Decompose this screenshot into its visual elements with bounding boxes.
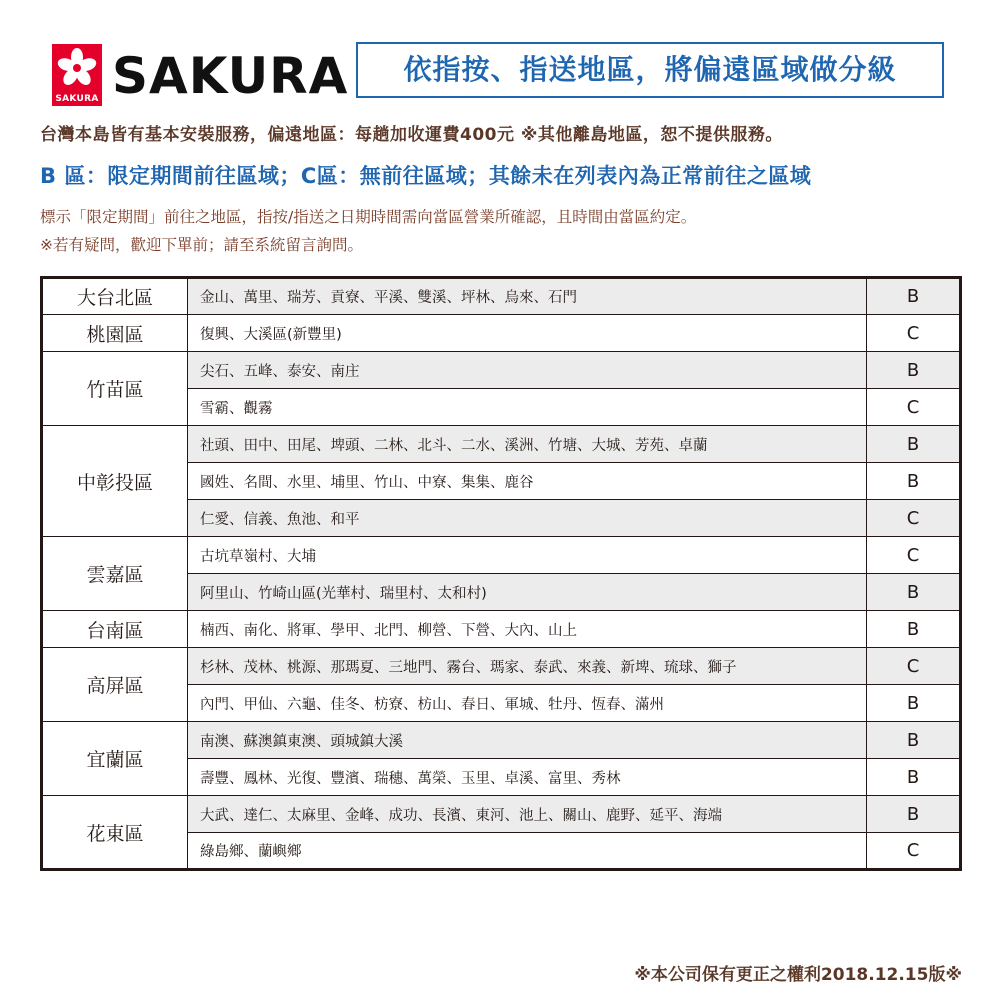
grade-cell: B — [867, 352, 961, 389]
sakura-logo — [52, 44, 102, 106]
grade-cell: C — [867, 389, 961, 426]
grade-cell: B — [867, 722, 961, 759]
grade-cell: C — [867, 500, 961, 537]
areas-cell: 國姓、名間、水里、埔里、竹山、中寮、集集、鹿谷 — [188, 463, 867, 500]
areas-cell: 內門、甲仙、六龜、佳冬、枋寮、枋山、春日、軍城、牡丹、恆春、滿州 — [188, 685, 867, 722]
footer-note: ※本公司保有更正之權利2018.12.15版※ — [634, 965, 962, 985]
cherry-blossom-icon — [57, 48, 97, 88]
grade-cell: C — [867, 833, 961, 870]
areas-cell: 綠島鄉、蘭嶼鄉 — [188, 833, 867, 870]
grade-cell: C — [867, 537, 961, 574]
region-cell: 雲嘉區 — [42, 537, 188, 611]
grade-cell: B — [867, 463, 961, 500]
areas-cell: 古坑草嶺村、大埔 — [188, 537, 867, 574]
areas-cell: 杉林、茂林、桃源、那瑪夏、三地門、霧台、瑪家、泰武、來義、新埤、琉球、獅子 — [188, 648, 867, 685]
grade-cell: B — [867, 759, 961, 796]
table-row — [42, 278, 961, 315]
inquiry-note: ※若有疑問，歡迎下單前；請至系統留言詢問。 — [40, 236, 363, 254]
areas-cell: 仁愛、信義、魚池、和平 — [188, 500, 867, 537]
page-title: 依指按、指送地區，將偏遠區域做分級 — [356, 42, 944, 98]
grade-cell: C — [867, 648, 961, 685]
region-cell: 高屏區 — [42, 648, 188, 722]
table-row — [42, 796, 961, 833]
zone-legend: B 區：限定期間前往區域；C區：無前往區域；其餘未在列表內為正常前往之區域 — [40, 164, 812, 188]
region-cell: 大台北區 — [42, 278, 188, 315]
grade-cell: B — [867, 796, 961, 833]
table-row — [42, 722, 961, 759]
grade-cell: C — [867, 315, 961, 352]
table-row — [42, 611, 961, 648]
areas-cell: 壽豐、鳳林、光復、豐濱、瑞穗、萬榮、玉里、卓溪、富里、秀林 — [188, 759, 867, 796]
areas-cell: 復興、大溪區(新豐里) — [188, 315, 867, 352]
table-row — [42, 537, 961, 574]
grade-cell: B — [867, 574, 961, 611]
grade-cell: B — [867, 611, 961, 648]
region-cell: 中彰投區 — [42, 426, 188, 537]
table-row — [42, 352, 961, 389]
areas-cell: 金山、萬里、瑞芳、貢寮、平溪、雙溪、坪林、烏來、石門 — [188, 278, 867, 315]
brand-name: SAKURA — [112, 47, 349, 105]
table-row — [42, 426, 961, 463]
areas-cell: 尖石、五峰、泰安、南庄 — [188, 352, 867, 389]
grade-cell: B — [867, 685, 961, 722]
grade-cell: B — [867, 426, 961, 463]
service-note: 台灣本島皆有基本安裝服務，偏遠地區：每趟加收運費400元 ※其他離島地區，恕不提供服務。 — [40, 125, 783, 145]
table-row — [42, 648, 961, 685]
region-cell: 桃園區 — [42, 315, 188, 352]
region-cell: 宜蘭區 — [42, 722, 188, 796]
areas-cell: 大武、達仁、太麻里、金峰、成功、長濱、東河、池上、關山、鹿野、延平、海端 — [188, 796, 867, 833]
table-row — [42, 315, 961, 352]
zone-table — [40, 276, 962, 871]
areas-cell: 楠西、南化、將軍、學甲、北門、柳營、下營、大內、山上 — [188, 611, 867, 648]
areas-cell: 南澳、蘇澳鎮東澳、頭城鎮大溪 — [188, 722, 867, 759]
region-cell: 竹苗區 — [42, 352, 188, 426]
region-cell: 花東區 — [42, 796, 188, 870]
areas-cell: 社頭、田中、田尾、埤頭、二林、北斗、二水、溪洲、竹塘、大城、芳苑、卓蘭 — [188, 426, 867, 463]
areas-cell: 阿里山、竹崎山區(光華村、瑞里村、太和村) — [188, 574, 867, 611]
region-cell: 台南區 — [42, 611, 188, 648]
logo-caption: SAKURA — [55, 94, 99, 104]
schedule-note: 標示「限定期間」前往之地區，指按/指送之日期時間需向當區營業所確認，且時間由當區約定。 — [40, 208, 697, 226]
areas-cell: 雪霸、觀霧 — [188, 389, 867, 426]
grade-cell: B — [867, 278, 961, 315]
